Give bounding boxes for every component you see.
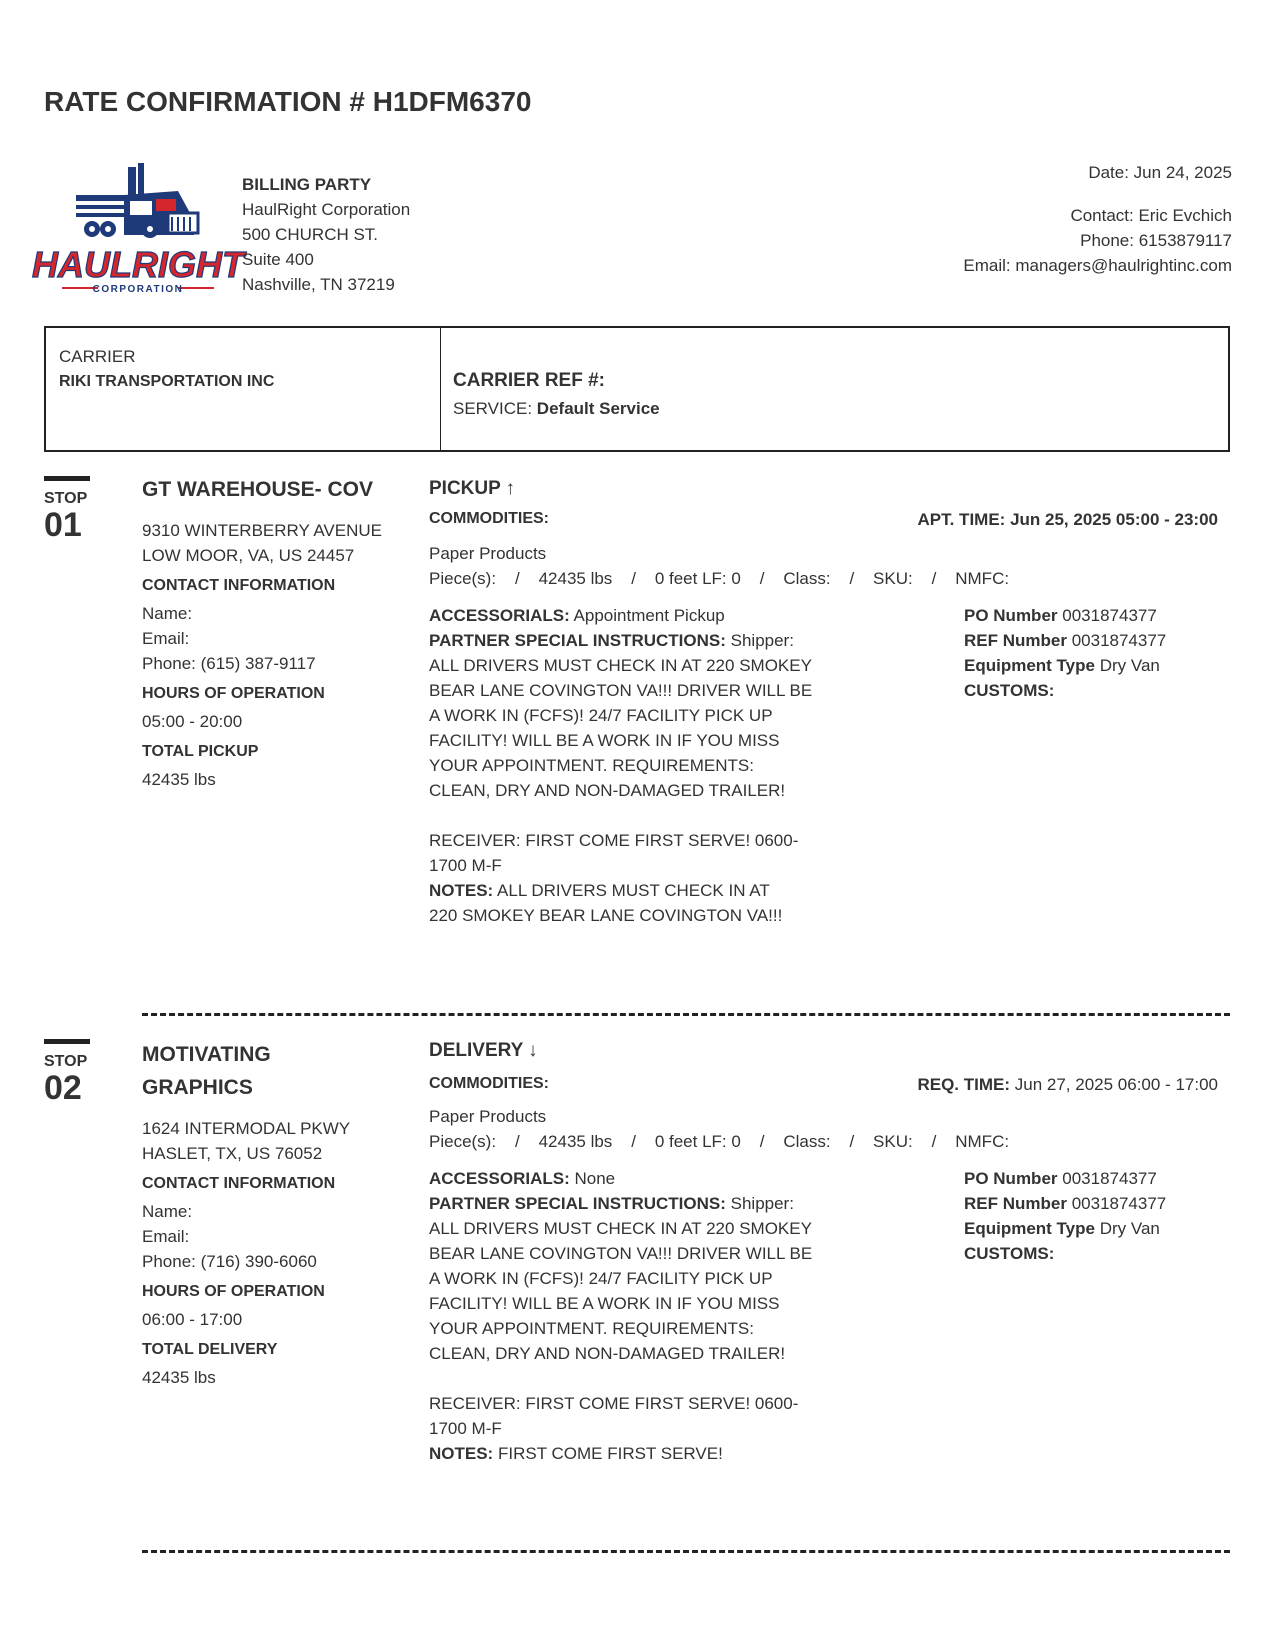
stop-2-kind xyxy=(429,1040,538,1062)
total-heading: TOTAL DELIVERY xyxy=(142,1341,278,1358)
facility-address1: 9310 WINTERBERRY AVENUE xyxy=(142,521,382,540)
accessorials-value: Appointment Pickup xyxy=(573,606,725,625)
contact-phone: Phone: 6153879117 xyxy=(1080,231,1232,250)
customs-label: CUSTOMS: xyxy=(964,681,1055,700)
carrier-divider xyxy=(440,328,441,450)
accessorials-label: ACCESSORIALS: xyxy=(429,1169,570,1188)
service-line xyxy=(453,396,660,422)
notes-label: NOTES: xyxy=(429,1444,494,1463)
appointment-time xyxy=(918,510,1219,530)
receiver-note: RECEIVER: FIRST COME FIRST SERVE! 0600-1700 M-F xyxy=(429,1394,799,1438)
po-value: 0031874377 xyxy=(1062,606,1157,625)
hours-heading: HOURS OF OPERATION xyxy=(142,1283,325,1300)
haulright-logo xyxy=(32,155,244,305)
stop-2-facility xyxy=(142,1038,350,1390)
pieces-row: Piece(s): / 42435 lbs / 0 feet LF: 0 / Class: / SKU: / NMFC: xyxy=(429,569,1010,588)
receiver-note: RECEIVER: FIRST COME FIRST SERVE! 0600-1700 M-F xyxy=(429,831,799,875)
facility-name: GT WAREHOUSE- COV xyxy=(142,478,374,501)
contact-name-field: Name: xyxy=(142,1202,193,1221)
instructions-value: Shipper: ALL DRIVERS MUST CHECK IN AT 220 SMOKEY BEAR LANE COVINGTON VA!!! DRIVER WILL BE A WORK IN (FCFS)! 24/7 FACILITY PICK UP FACILITY! WILL BE A WORK IN IF YOU MISS YOUR APPOINTMENT. REQUIREMENTS: CLEAN, DRY AND NON-DAMAGED TRAILER! xyxy=(429,1194,813,1363)
notes-value: ALL DRIVERS MUST CHECK IN AT 220 SMOKEY BEAR LANE COVINGTON VA!!! xyxy=(429,881,783,925)
hours-value: 05:00 - 20:00 xyxy=(142,712,243,731)
arrow-up-icon: ↑ xyxy=(505,478,516,499)
billing-name: HaulRight Corporation xyxy=(242,200,411,219)
total-heading: TOTAL PICKUP xyxy=(142,743,259,760)
stop-1-facility xyxy=(142,473,402,792)
ref-label: REF Number xyxy=(964,631,1067,650)
stop-2-references xyxy=(964,1166,1166,1266)
stop-1-instructions xyxy=(429,603,819,928)
customs-label: CUSTOMS: xyxy=(964,1244,1055,1263)
ref-value: 0031874377 xyxy=(1071,1194,1167,1213)
notes-label: NOTES: xyxy=(429,881,494,900)
contact-heading: CONTACT INFORMATION xyxy=(142,1175,336,1192)
contact-heading: CONTACT INFORMATION xyxy=(142,577,336,594)
stop-1-kind xyxy=(429,478,515,500)
contact-phone-field: Phone: (716) 390-6060 xyxy=(142,1252,317,1271)
accessorials-value: None xyxy=(574,1169,616,1188)
po-value: 0031874377 xyxy=(1062,1169,1157,1188)
stop-bar xyxy=(44,476,90,481)
document-date: Date: Jun 24, 2025 xyxy=(1088,163,1232,182)
equipment-value: Dry Van xyxy=(1099,656,1160,675)
time-value: Jun 25, 2025 05:00 - 23:00 xyxy=(1010,510,1218,529)
stop-number: 02 xyxy=(44,1069,82,1107)
contact-email: Email: managers@haulrightinc.com xyxy=(963,256,1232,275)
commodity-name: Paper Products xyxy=(429,1107,547,1126)
requested-time xyxy=(917,1075,1218,1095)
carrier-name: RIKI TRANSPORTATION INC xyxy=(59,373,275,390)
hours-value: 06:00 - 17:00 xyxy=(142,1310,243,1329)
time-label: APT. TIME: xyxy=(917,510,1006,529)
facility-address1: 1624 INTERMODAL PKWY xyxy=(142,1119,351,1138)
time-label: REQ. TIME: xyxy=(917,1075,1011,1094)
hours-heading: HOURS OF OPERATION xyxy=(142,685,325,702)
stop-1-marker xyxy=(44,476,90,542)
carrier-box xyxy=(44,326,1230,452)
billing-city: Nashville, TN 37219 xyxy=(242,275,395,294)
stop-bar xyxy=(44,1039,90,1044)
equipment-value: Dry Van xyxy=(1099,1219,1160,1238)
stop-separator xyxy=(142,1550,1230,1553)
po-label: PO Number xyxy=(964,606,1058,625)
stop-2-marker xyxy=(44,1039,90,1105)
stop-label: STOP xyxy=(44,490,88,507)
notes-value: FIRST COME FIRST SERVE! xyxy=(497,1444,723,1463)
page-title: RATE CONFIRMATION # H1DFM6370 xyxy=(44,86,532,117)
ref-label: REF Number xyxy=(964,1194,1067,1213)
ref-value: 0031874377 xyxy=(1071,631,1167,650)
contact-email-field: Email: xyxy=(142,1227,190,1246)
billing-address1: 500 CHURCH ST. xyxy=(242,225,379,244)
contact-email-field: Email: xyxy=(142,629,190,648)
total-value: 42435 lbs xyxy=(142,770,216,789)
stop-1-references xyxy=(964,603,1166,703)
facility-name: MOTIVATING GRAPHICS xyxy=(142,1043,271,1099)
logo-brand: HAULRIGHT xyxy=(32,244,244,285)
stop-separator xyxy=(142,1013,1230,1016)
time-value: Jun 27, 2025 06:00 - 17:00 xyxy=(1014,1075,1218,1094)
arrow-down-icon: ↓ xyxy=(528,1040,538,1061)
stop-kind-label: DELIVERY xyxy=(429,1040,524,1061)
equipment-label: Equipment Type xyxy=(964,656,1095,675)
logo-sub: CORPORATION xyxy=(92,284,184,295)
facility-address2: LOW MOOR, VA, US 24457 xyxy=(142,546,355,565)
stop-number: 01 xyxy=(44,506,82,544)
contact-phone-field: Phone: (615) 387-9117 xyxy=(142,654,316,673)
contact-name: Contact: Eric Evchich xyxy=(1070,206,1232,225)
instructions-label: PARTNER SPECIAL INSTRUCTIONS: xyxy=(429,1194,726,1213)
instructions-value: Shipper: ALL DRIVERS MUST CHECK IN AT 220 SMOKEY BEAR LANE COVINGTON VA!!! DRIVER WILL BE A WORK IN (FCFS)! 24/7 FACILITY PICK UP FACILITY! WILL BE A WORK IN IF YOU MISS YOUR APPOINTMENT. REQUIREMENTS: CLEAN, DRY AND NON-DAMAGED TRAILER! xyxy=(429,631,813,800)
commodities-label: COMMODITIES: xyxy=(429,510,549,527)
equipment-label: Equipment Type xyxy=(964,1219,1095,1238)
billing-party xyxy=(242,172,410,297)
total-value: 42435 lbs xyxy=(142,1368,216,1387)
carrier-label: CARRIER xyxy=(59,347,136,366)
commodity-name: Paper Products xyxy=(429,544,547,563)
commodities-label: COMMODITIES: xyxy=(429,1075,549,1092)
instructions-label: PARTNER SPECIAL INSTRUCTIONS: xyxy=(429,631,726,650)
contact-name-field: Name: xyxy=(142,604,193,623)
stop-2-instructions xyxy=(429,1166,819,1466)
stop-label: STOP xyxy=(44,1053,88,1070)
pieces-row: Piece(s): / 42435 lbs / 0 feet LF: 0 / Class: / SKU: / NMFC: xyxy=(429,1132,1010,1151)
billing-heading: BILLING PARTY xyxy=(242,175,372,194)
facility-address2: HASLET, TX, US 76052 xyxy=(142,1144,323,1163)
po-label: PO Number xyxy=(964,1169,1058,1188)
service-label: SERVICE: xyxy=(453,399,533,418)
billing-address2: Suite 400 xyxy=(242,250,314,269)
carrier-ref-label: CARRIER REF #: xyxy=(453,370,606,391)
accessorials-label: ACCESSORIALS: xyxy=(429,606,570,625)
stop-kind-label: PICKUP xyxy=(429,478,501,499)
broker-contact xyxy=(963,160,1232,278)
service-value: Default Service xyxy=(536,399,660,418)
